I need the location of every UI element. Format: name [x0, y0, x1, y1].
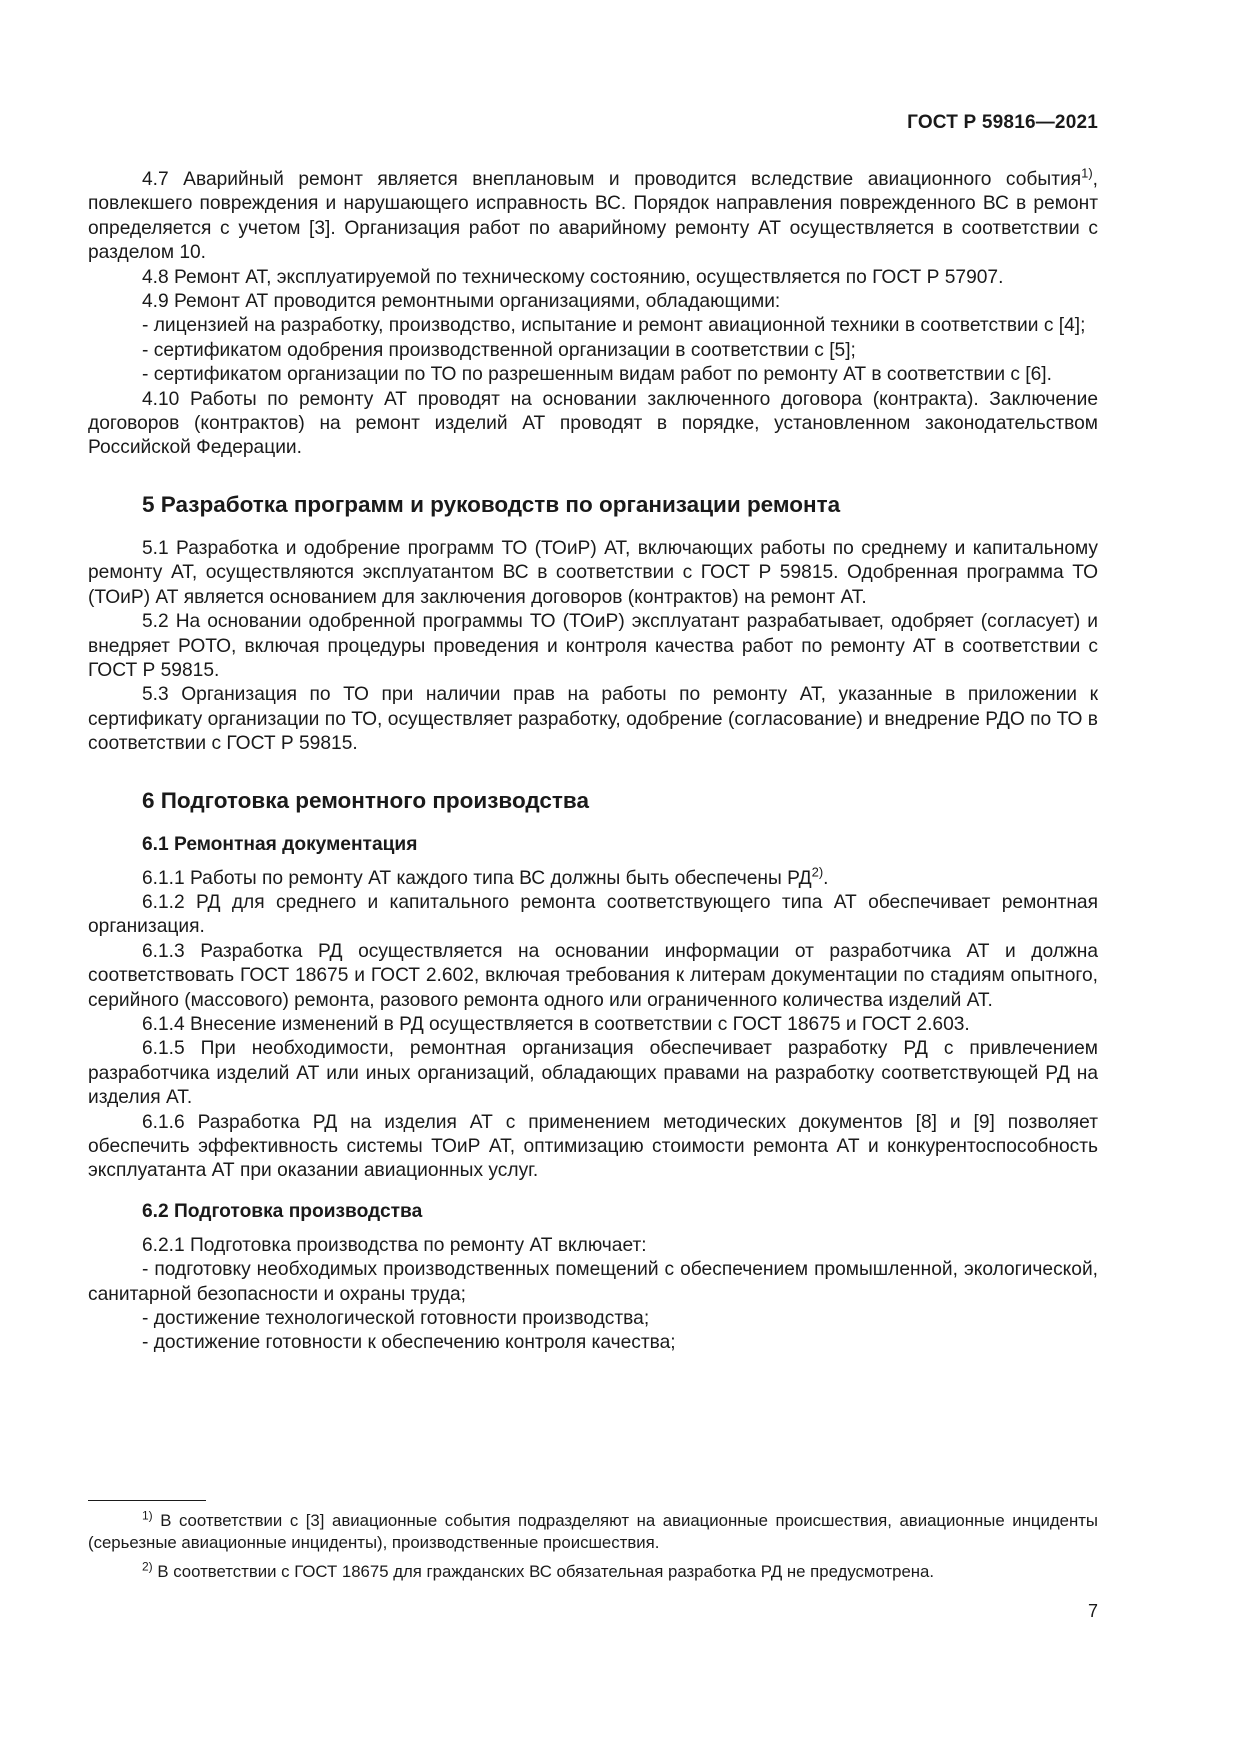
footnote-2	[88, 1561, 1098, 1583]
list-item-4-9-c: - сертификатом организации по ТО по разрешенным видам работ по ремонту АТ в соответствии с [6].	[142, 364, 1052, 386]
footnote-separator	[88, 1500, 206, 1501]
list-item-6-2-1-c: - достижение готовности к обеспечению контроля качества;	[142, 1332, 676, 1354]
page-number: 7	[1087, 1601, 1098, 1621]
footnote-1-mark: 1)	[142, 1508, 153, 1523]
footnotes	[88, 1510, 1098, 1591]
paragraph-4-9: 4.9 Ремонт АТ проводится ремонтными организациями, обладающими:	[142, 291, 781, 313]
list-item-4-9-a: - лицензией на разработку, производство, испытание и ремонт авиационной техники в соответствии с [4];	[142, 315, 1086, 337]
main-content	[88, 165, 1098, 1356]
section-6-heading: 6 Подготовка ремонтного производства	[142, 787, 589, 813]
list-item-6-2-1-b: - достижение технологической готовности производства;	[142, 1308, 650, 1330]
paragraph-6-1-6: 6.1.6 Разработка РД на изделия АТ с применением методических документов [8] и [9] позволяет обеспечить эффективность системы ТОиР АТ, оптимизацию стоимости ремонта АТ и конкурентоспособность эксплуатанта АТ при оказании авиационных услуг.	[88, 1111, 1098, 1182]
paragraph-5-2: 5.2 На основании одобренной программы ТО (ТОиР) эксплуатант разрабатывает, одобряет (согласует) и внедряет РОТО, включая процедуры проведения и контроля качества работ по ремонту АТ в соответствии с ГОСТ Р 59815.	[88, 611, 1098, 681]
paragraph-4-7-text: 4.7 Аварийный ремонт является внеплановым и проводится вследствие авиационного события	[142, 169, 1082, 190]
footnote-2-text: В соответствии с ГОСТ 18675 для гражданских ВС обязательная разработка РД не предусмотрена.	[152, 1562, 935, 1581]
list-item-6-2-1-a: - подготовку необходимых производственных помещений с обеспечением промышленной, экологической, санитарной безопасности и охраны труда;	[88, 1259, 1098, 1305]
paragraph-6-1-1-text: 6.1.1 Работы по ремонту АТ каждого типа ВС должны быть обеспечены РД	[142, 867, 812, 889]
paragraph-4-8: 4.8 Ремонт АТ, эксплуатируемой по техническому состоянию, осуществляется по ГОСТ Р 57907.	[142, 266, 1004, 288]
paragraph-6-1-5: 6.1.5 При необходимости, ремонтная организация обеспечивает разработку РД с привлечением разработчика изделий АТ или иных организаций, обладающих правами на разработку соответствующей РД на изделия АТ.	[88, 1038, 1098, 1109]
paragraph-6-1-3: 6.1.3 Разработка РД осуществляется на основании информации от разработчика АТ и должна соответствовать ГОСТ 18675 и ГОСТ 2.602, включая требования к литерам документации по стадиям опытного, серийного (массового) ремонта, разового ремонта одного или ограниченного количества изделий АТ.	[88, 940, 1098, 1011]
document-code-header: ГОСТ Р 59816—2021	[907, 112, 1098, 133]
footnote-1-text: В соответствии с [3] авиационные события подразделяют на авиационные происшествия, авиационные инциденты (серьезные авиационные инциденты), производственные происшествия.	[88, 1511, 1098, 1552]
subsection-6-1-heading: 6.1 Ремонтная документация	[142, 833, 418, 855]
paragraph-6-1-1	[88, 864, 1098, 891]
subsection-6-2-heading: 6.2 Подготовка производства	[142, 1200, 423, 1222]
paragraph-6-1-1-end: .	[823, 867, 829, 889]
section-5-heading: 5 Разработка программ и руководств по организации ремонта	[142, 491, 841, 517]
footnote-ref-2: 2)	[811, 864, 824, 880]
list-item-4-9-b: - сертификатом одобрения производственной организации в соответствии с [5];	[142, 339, 856, 361]
paragraph-4-7	[88, 165, 1098, 266]
footnote-2-mark: 2)	[142, 1559, 153, 1574]
paragraph-5-1: 5.1 Разработка и одобрение программ ТО (ТОиР) АТ, включающих работы по среднему и капитальному ремонту АТ, осуществляются эксплуатантом ВС в соответствии с ГОСТ Р 59815. Одобренная программа ТО (ТОиР) АТ является основанием для заключения договоров (контрактов) на ремонт АТ.	[88, 537, 1098, 608]
footnote-1	[88, 1510, 1098, 1553]
footnote-ref-1: 1)	[1081, 165, 1093, 181]
paragraph-5-3: 5.3 Организация по ТО при наличии прав на работы по ремонту АТ, указанные в приложении к сертификату организации по ТО, осуществляет разработку, одобрение (согласование) и внедрение РДО по ТО в соответствии с ГОСТ Р 59815.	[88, 684, 1098, 755]
paragraph-4-10: 4.10 Работы по ремонту АТ проводят на основании заключенного договора (контракта). Заключение договоров (контрактов) на ремонт изделий АТ проводят в порядке, установленном законодательством Российской Федерации.	[88, 388, 1098, 459]
paragraph-6-2-1: 6.2.1 Подготовка производства по ремонту АТ включает:	[142, 1234, 647, 1256]
paragraph-6-1-4: 6.1.4 Внесение изменений в РД осуществляется в соответствии с ГОСТ 18675 и ГОСТ 2.603.	[142, 1013, 970, 1035]
paragraph-4-7-rest: , повлекшего повреждения и нарушающего исправность ВС. Порядок направления поврежденного ВС в ремонт определяется с учетом [3]. Организация работ по аварийному ремонту АТ осуществляется в соответствии с разделом 10.	[88, 169, 1098, 264]
paragraph-6-1-2: 6.1.2 РД для среднего и капитального ремонта соответствующего типа АТ обеспечивает ремонтная организация.	[88, 891, 1098, 938]
